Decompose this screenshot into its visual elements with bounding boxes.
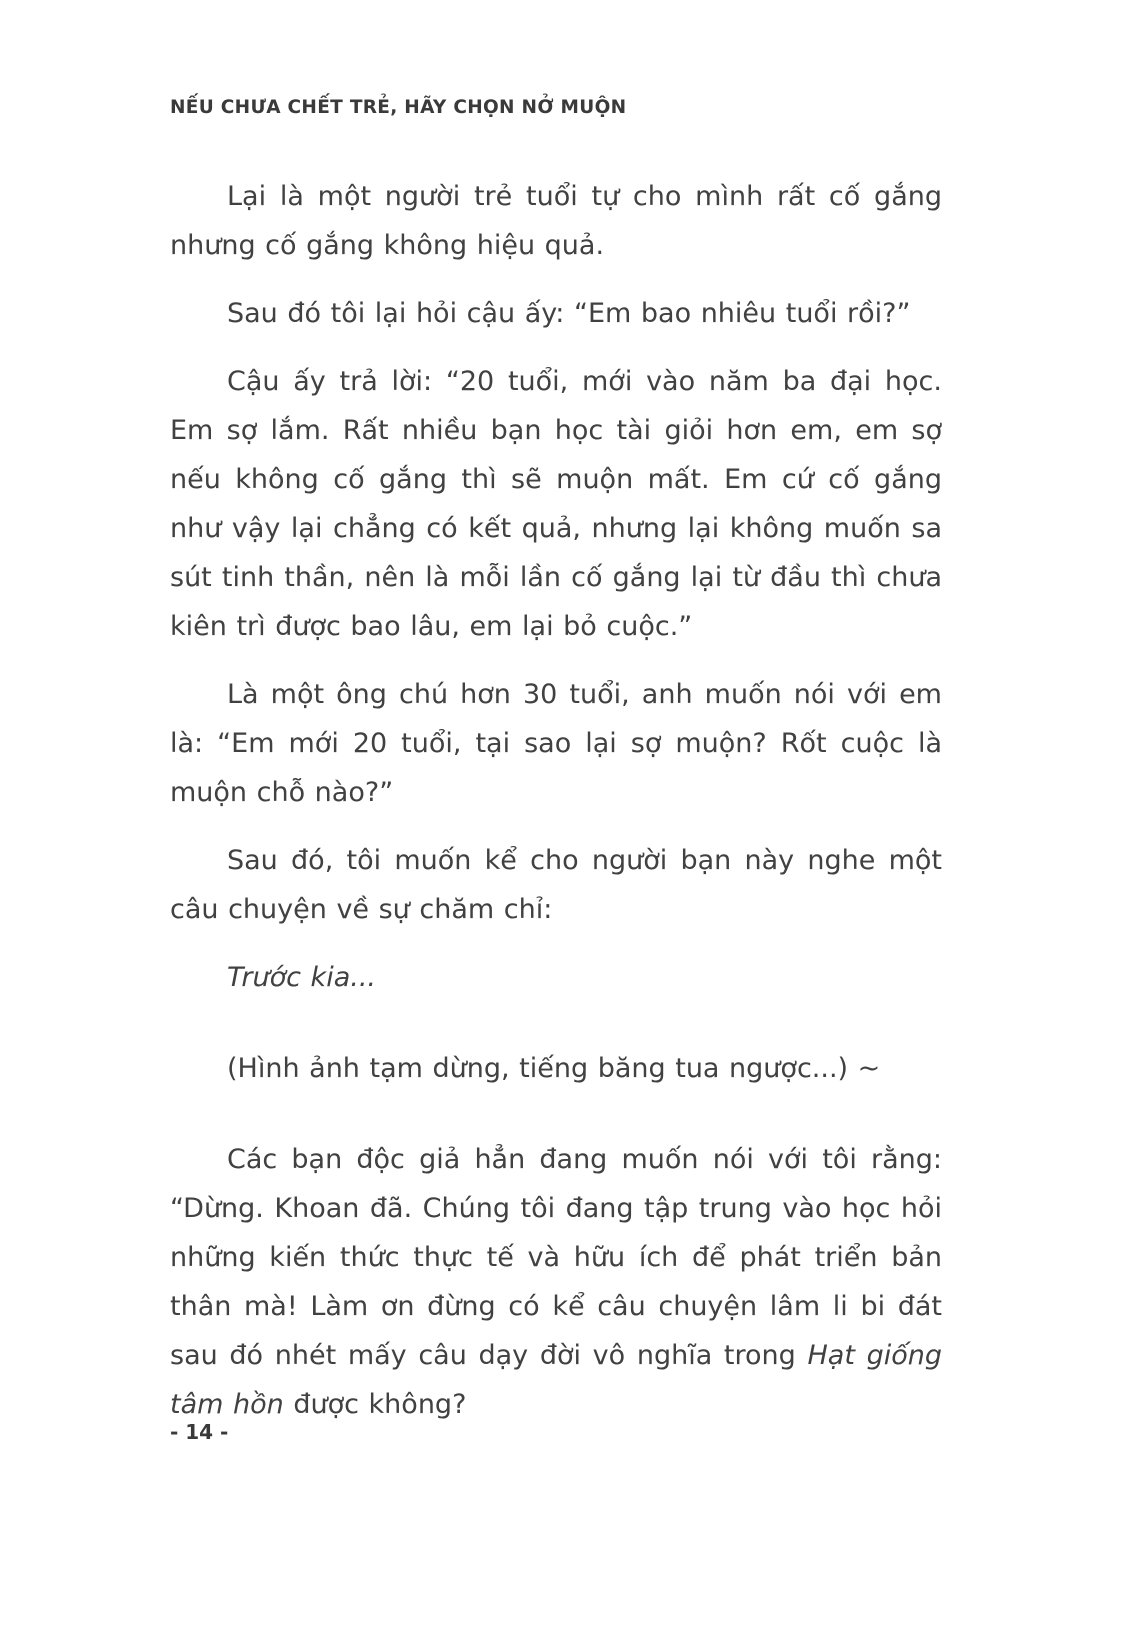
text-run: được không? bbox=[283, 1389, 467, 1420]
paragraph-6-flashback: Trước kia... bbox=[227, 962, 376, 993]
paragraph-2: Sau đó tôi lại hỏi cậu ấy: “Em bao nhiêu tuổi rồi?” bbox=[227, 298, 911, 329]
paragraph-3: Cậu ấy trả lời: “20 tuổi, mới vào năm ba đại học. Em sợ lắm. Rất nhiều bạn học tài giỏi hơn em, em sợ nếu không cố gắng thì sẽ muộn mất. Em cứ cố gắng như vậy lại chẳng có kết quả, nhưng lại không muốn sa sút tinh thần, nên là mỗi lần cố gắng lại từ đầu thì chưa kiên trì được bao lâu, em lại bỏ cuộc.” bbox=[170, 366, 942, 642]
page-body bbox=[170, 172, 942, 1448]
book-title-italic: Hạt giống tâm hồn bbox=[170, 1340, 942, 1420]
paragraph-4: Là một ông chú hơn 30 tuổi, anh muốn nói với em là: “Em mới 20 tuổi, tại sao lại sợ muộn? Rốt cuộc là muộn chỗ nào?” bbox=[170, 679, 942, 808]
paragraph-8 bbox=[170, 1135, 942, 1429]
paragraph-5: Sau đó, tôi muốn kể cho người bạn này nghe một câu chuyện về sự chăm chỉ: bbox=[170, 845, 942, 925]
running-header: NẾU CHƯA CHẾT TRẺ, HÃY CHỌN NỞ MUỘN bbox=[170, 97, 627, 118]
paragraph-1: Lại là một người trẻ tuổi tự cho mình rất cố gắng nhưng cố gắng không hiệu quả. bbox=[170, 181, 942, 261]
page-number: - 14 - bbox=[170, 1420, 229, 1444]
paragraph-7-aside: (Hình ảnh tạm dừng, tiếng băng tua ngược...) ~ bbox=[227, 1053, 881, 1084]
text-run: Các bạn độc giả hẳn đang muốn nói với tôi rằng: “Dừng. Khoan đã. Chúng tôi đang tập trung vào học hỏi những kiến thức thực tế và hữu ích để phát triển bản thân mà! Làm ơn đừng có kể câu chuyện lâm li bi đát sau đó nhét mấy câu dạy đời vô nghĩa trong bbox=[170, 1144, 942, 1371]
